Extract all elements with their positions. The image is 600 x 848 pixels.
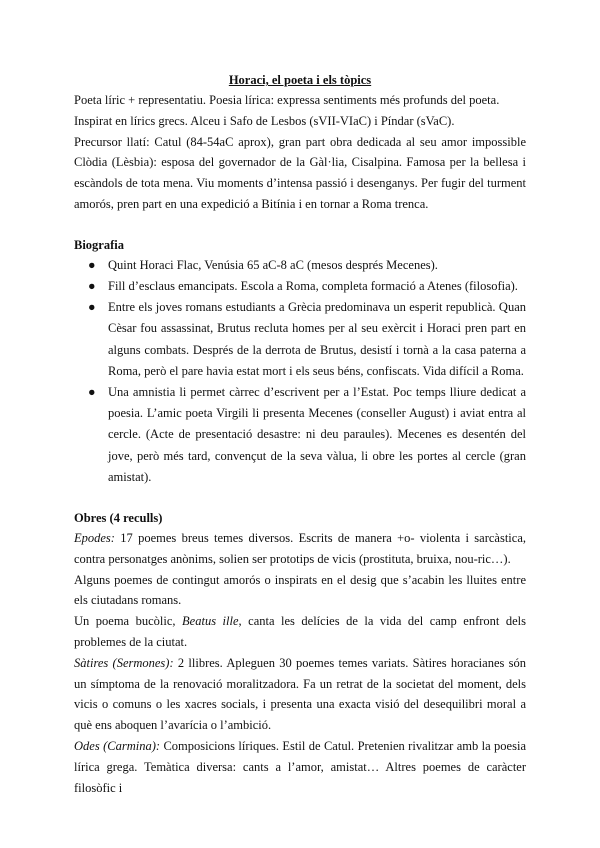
odes-paragraph: Odes (Carmina): Composicions líriques. Estil de Catul. Pretenien rivalitzar amb la poesia lírica grega. Temàtica diversa: cants a l’amor, amistat… Altres poemes de caràcter filosòfic i — [74, 738, 526, 795]
obres-paragraph-2: Alguns poemes de contingut amorós o inspirats en el desig que s’acabin les lluites entre els ciutadans romans. — [74, 572, 526, 608]
epodes-paragraph: Epodes: 17 poemes breus temes diversos. Escrits de manera +o- violenta i sarcàstica, contra personatges anònims, solien ser prototips de vicis (prostituta, bruixa, nou-ric…). — [74, 531, 526, 566]
bullet-icon: ● — [88, 385, 96, 399]
obres-heading: Obres (4 reculls) — [74, 511, 163, 526]
biografia-list — [74, 255, 526, 488]
satires-paragraph: Sàtires (Sermones): 2 llibres. Apleguen 30 poemes temes variats. Sàtires horacianes són un símptoma de la renovació moralitzadora. Fa un retrat de la societat del moment, dels vicis o comuns o les xacres socials, i presenta una exacta visió del desequilibri moral a què ens aboquen l’avarícia o l’ambició. — [74, 655, 526, 733]
list-item: ● Entre els joves romans estudiants a Grècia predominava un esperit republicà. Quan Cèsar fou assassinat, Brutus recluta homes per al seu exèrcit i Horaci pren part en alguns combats. Després de la derrota de Brutus, desistí i tornà a la casa paterna a Roma, però el pare havia estat mort i els seus béns, confiscats. Vida difícil a Roma. — [88, 297, 526, 382]
epodes-label: Epodes: — [74, 531, 115, 546]
biografia-heading: Biografia — [74, 237, 124, 252]
intro-paragraph-2: Inspirat en lírics grecs. Alceu i Safo de Lesbos (sVII-VIaC) i Píndar (sVaC). — [74, 113, 455, 128]
intro-paragraph-3: Precursor llatí: Catul (84-54aC aprox), gran part obra dedicada al seu amor impossible Clòdia (Lèsbia): esposa del governador de la Gàl·lia, Cisalpina. Famosa per la bellesa i escàndols de tota mena. Viu moments d’intensa passió i desenganys. Per fugir del turment amorós, pren part en una expedició a Bitínia i en tornar a Roma trenca. — [74, 134, 526, 211]
odes-label: Odes (Carmina): — [74, 738, 161, 753]
list-item: ● Una amnistia li permet càrrec d’escrivent per a l’Estat. Poc temps lliure dedicat a poesia. L’amic poeta Virgili li presenta Mecenes (conseller August) i aviat entra al cercle. (Acte de presentació desastre: ni deu paraules). Mecenes es desentén del jove, però més tard, convençut de la seva vàlua, li obre les portes al cercle (gran amistat). — [88, 382, 526, 488]
list-item: ● Fill d’esclaus emancipats. Escola a Roma, completa formació a Atenes (filosofia). — [88, 276, 526, 297]
list-item: ● Quint Horaci Flac, Venúsia 65 aC-8 aC (mesos després Mecenes). — [88, 255, 526, 276]
bullet-icon: ● — [88, 278, 96, 293]
intro-paragraph-1: Poeta líric + representatiu. Poesia lírica: expressa sentiments més profunds del poeta. — [74, 93, 500, 107]
bullet-icon: ● — [88, 257, 96, 272]
satires-label: Sàtires (Sermones): — [74, 655, 174, 670]
bullet-icon: ● — [88, 300, 96, 315]
document-title: Horaci, el poeta i els tòpics — [228, 73, 372, 87]
obres-paragraph-3: Un poema bucòlic, Beatus ille, canta les delícies de la vida del camp enfront dels problemes de la ciutat. — [74, 614, 527, 649]
